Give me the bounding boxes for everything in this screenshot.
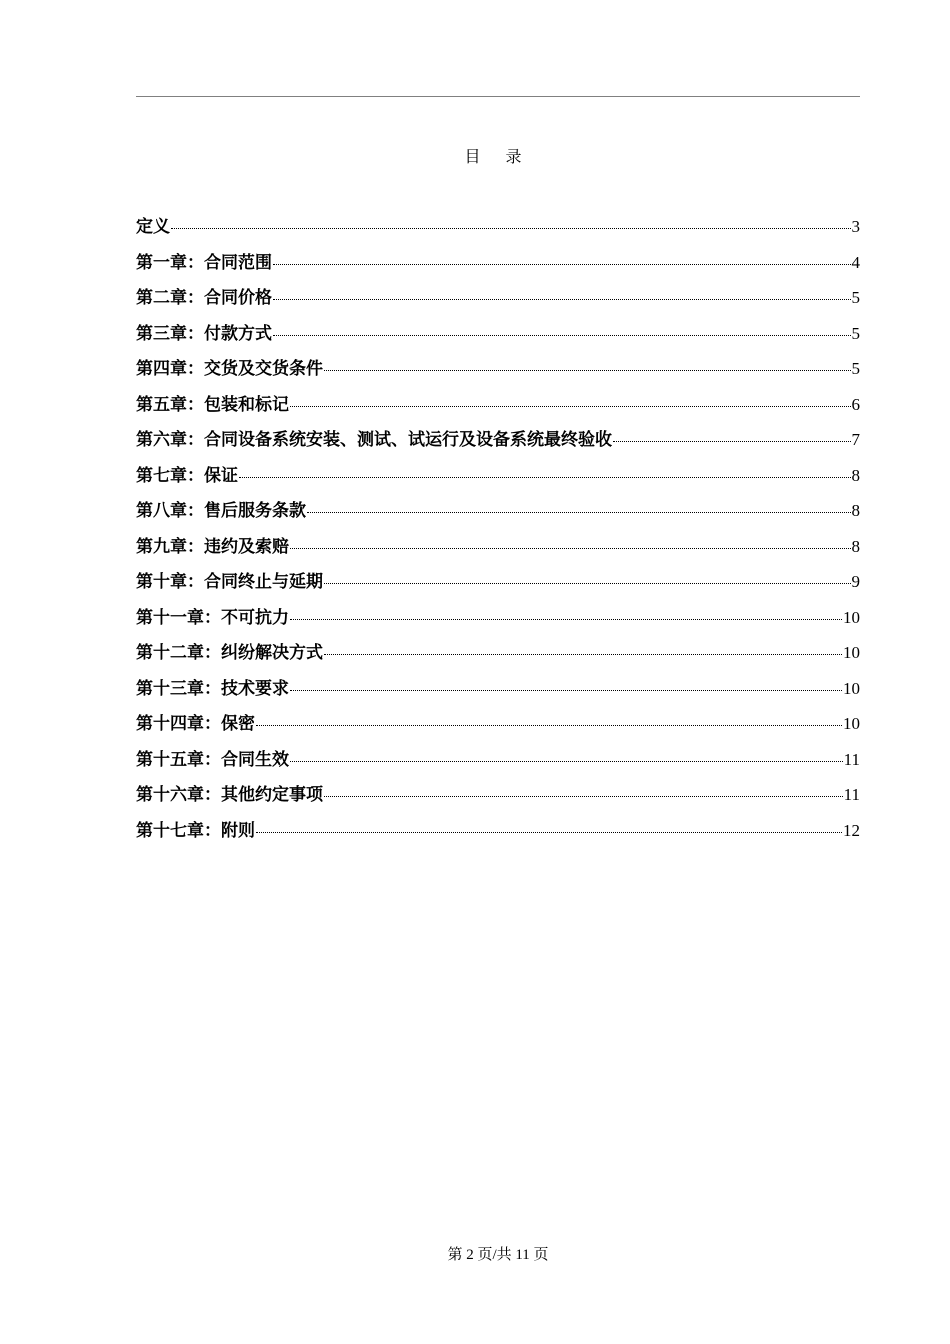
toc-entry[interactable] (136, 529, 860, 565)
toc-entry[interactable] (136, 813, 860, 849)
toc-entry[interactable] (136, 209, 860, 245)
toc-entry-label: 第二章：合同价格 (136, 288, 272, 308)
toc-entry[interactable] (136, 245, 860, 281)
toc-entry-page: 8 (851, 501, 860, 520)
toc-leader-dots (324, 654, 842, 655)
toc-entry-page: 9 (851, 572, 860, 591)
toc-entry-page: 12 (843, 820, 860, 840)
toc-entry-page: 11 (843, 785, 860, 804)
toc-entry-label: 第十六章：其他约定事项 (136, 785, 323, 805)
toc-entry-page: 4 (851, 252, 860, 272)
toc-entry[interactable] (136, 280, 860, 316)
page-footer: 第 2 页/共 11 页 (447, 1247, 549, 1263)
toc-entry-label: 第十一章：不可抗力 (136, 607, 289, 628)
toc-entry[interactable] (136, 493, 860, 529)
toc-entry-label: 第四章：交货及交货条件 (136, 359, 323, 379)
toc-entry-label: 第十三章：技术要求 (136, 678, 289, 699)
toc-entry[interactable] (136, 742, 860, 778)
toc-entry-label: 第十章：合同终止与延期 (136, 572, 323, 592)
toc-entry-page: 8 (851, 536, 860, 556)
toc-entry-page: 5 (851, 288, 860, 307)
toc-leader-dots (290, 761, 843, 762)
toc-entry-label: 定义 (136, 217, 170, 237)
toc-entry-label: 第十七章：附则 (136, 820, 255, 841)
toc-entry-page: 8 (851, 465, 860, 485)
toc-leader-dots (256, 725, 842, 726)
toc-entry[interactable] (136, 706, 860, 742)
toc-leader-dots (324, 370, 851, 371)
toc-leader-dots (171, 228, 851, 229)
toc-entry[interactable] (136, 671, 860, 707)
toc-entry[interactable] (136, 458, 860, 494)
toc-entry-page: 5 (851, 323, 860, 343)
toc-entry[interactable] (136, 422, 860, 458)
toc-entry[interactable] (136, 635, 860, 671)
toc-entry-page: 10 (843, 714, 860, 733)
toc-entry-page: 11 (843, 749, 860, 769)
toc-leader-dots (324, 583, 851, 584)
toc-entry[interactable] (136, 316, 860, 352)
toc-entry-page: 7 (851, 430, 860, 449)
toc-entry-page: 10 (843, 643, 860, 662)
toc-entry-label: 第一章：合同范围 (136, 252, 272, 273)
toc-entry-label: 第五章：包装和标记 (136, 394, 289, 415)
toc-entry[interactable] (136, 564, 860, 600)
toc-entry-page: 6 (851, 394, 860, 414)
header-rule (136, 96, 860, 97)
toc-leader-dots (290, 690, 842, 691)
toc-entry[interactable] (136, 351, 860, 387)
toc-leader-dots (290, 619, 842, 620)
toc-entry-label: 第八章：售后服务条款 (136, 501, 306, 521)
toc-entry-page: 5 (851, 359, 860, 378)
toc-entry-label: 第三章：付款方式 (136, 323, 272, 344)
toc-leader-dots (307, 512, 851, 513)
toc-leader-dots (239, 477, 851, 478)
toc-entry-page: 10 (843, 678, 860, 698)
toc-title: 目 录 (464, 147, 532, 166)
table-of-contents (136, 209, 860, 848)
toc-leader-dots (290, 406, 851, 407)
toc-leader-dots (273, 299, 851, 300)
toc-entry-label: 第九章：违约及索赔 (136, 536, 289, 557)
toc-entry-page: 10 (843, 607, 860, 627)
toc-leader-dots (273, 335, 851, 336)
toc-leader-dots (324, 796, 843, 797)
toc-leader-dots (290, 548, 851, 549)
toc-entry-label: 第十四章：保密 (136, 714, 255, 734)
toc-leader-dots (613, 441, 851, 442)
toc-leader-dots (256, 832, 842, 833)
toc-entry-label: 第六章：合同设备系统安装、测试、试运行及设备系统最终验收 (136, 430, 612, 450)
toc-entry-label: 第十五章：合同生效 (136, 749, 289, 770)
toc-leader-dots (273, 264, 851, 265)
toc-entry-page: 3 (851, 217, 860, 236)
toc-entry-label: 第七章：保证 (136, 465, 238, 486)
toc-entry[interactable] (136, 777, 860, 813)
toc-entry-label: 第十二章：纠纷解决方式 (136, 643, 323, 663)
toc-entry[interactable] (136, 600, 860, 636)
toc-entry[interactable] (136, 387, 860, 423)
